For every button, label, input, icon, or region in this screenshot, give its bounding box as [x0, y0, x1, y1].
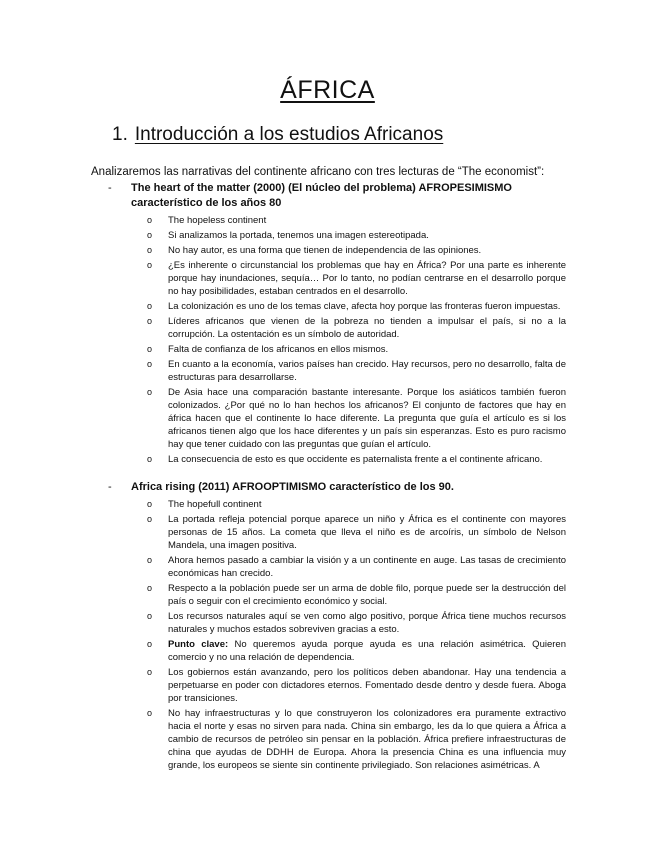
section-1-title-text: The heart of the matter (2000) (El núcleo del problema) AFROPESIMISMO característico de los años 80: [131, 182, 512, 209]
section-2-title: [0, 480, 571, 495]
list-item: o No hay autor, es una forma que tienen de independencia de las opiniones.: [147, 245, 482, 256]
circle-bullet-icon: o: [147, 639, 153, 649]
list-item: o Punto clave: No queremos ayuda porque ayuda es una relación asimétrica. Quieren comercio y no una relación de dependencia.: [147, 639, 566, 663]
circle-bullet-icon: o: [147, 555, 153, 565]
dash-bullet: -: [108, 481, 112, 493]
circle-bullet-icon: o: [147, 359, 153, 369]
list-item: o Líderes africanos que vienen de la pobreza no tienden a impulsar el país, si no a la corrupción. La ostentación es un símbolo de autoridad.: [147, 316, 566, 340]
list-item: o Ahora hemos pasado a cambiar la visión y a un continente en auge. Las tasas de crecimiento económicas han crecido.: [147, 555, 566, 579]
list-item: o Los gobiernos están avanzando, pero los políticos deben abandonar. Hay una tendencia a perpetuarse en poder con dictadores eternos. Fomentado desde dentro y desde fuera. Aboga por transiciones.: [147, 667, 566, 704]
circle-bullet-icon: o: [147, 454, 153, 464]
list-item: o Respecto a la población puede ser un arma de doble filo, porque puede ser la destrucción del país o seguir con el crecimiento económico y social.: [147, 583, 566, 607]
dash-bullet: -: [108, 182, 112, 194]
circle-bullet-icon: o: [147, 260, 153, 270]
section-heading: [112, 124, 443, 146]
circle-bullet-icon: o: [147, 245, 153, 255]
circle-bullet-icon: o: [147, 611, 153, 621]
list-item: o The hopeless continent: [147, 215, 267, 226]
list-item: o Si analizamos la portada, tenemos una imagen estereotipada.: [147, 230, 429, 241]
section-2-list: [0, 498, 655, 772]
circle-bullet-icon: o: [147, 301, 153, 311]
section-afrooptimismo: [0, 480, 655, 772]
section-afropesimismo: [0, 181, 655, 466]
list-item: o La colonización es uno de los temas clave, afecta hoy porque las fronteras fueron impuestas.: [147, 301, 561, 312]
section-1-list: [0, 214, 655, 466]
list-item: o ¿Es inherente o circunstancial los problemas que hay en África? Por una parte es inherente porque hay inundaciones, sequía… Por lo tanto, no podían centrarse en el desarrollo porque no hay posibilidades, estaban centrados en el desarrollo.: [147, 260, 566, 297]
circle-bullet-icon: o: [147, 708, 153, 718]
circle-bullet-icon: o: [147, 499, 153, 509]
heading-number: 1.: [112, 124, 128, 145]
list-item: o The hopefull continent: [147, 499, 262, 510]
section-2-title-text: Africa rising (2011) AFROOPTIMISMO característico de los 90.: [131, 481, 454, 493]
list-item: o No hay infraestructuras y lo que construyeron los colonizadores era puramente extractivo hacia el norte y esas no sirven para nada. China sin embargo, les da lo que quiera a África a cambio de recursos de petróleo sin pensar en la población. África prefiere infraestructuras de china que ayudas de DDHH de Europa. Ahora la presencia China es una influencia muy grande, los europeos se siente sin continente privilegiado. Son relaciones asimétricas. A: [147, 708, 566, 771]
page-title: ÁFRICA: [280, 76, 375, 104]
list-item: o En cuanto a la economía, varios países han crecido. Hay recursos, pero no desarrollo, falta de estructuras para desarrollarse.: [147, 359, 566, 383]
section-1-title: [0, 181, 571, 211]
circle-bullet-icon: o: [147, 344, 153, 354]
circle-bullet-icon: o: [147, 667, 153, 677]
list-item: o La consecuencia de esto es que occidente es paternalista frente a el continente africano.: [147, 454, 543, 465]
list-item: o De Asia hace una comparación bastante interesante. Porque los asiáticos también fueron colonizados. ¿Por qué no lo han hechos los africanos? El conjunto de factores que hay en áfrica hacen que el continente lo hace diferente. La pregunta que guía el artículo es si los africanos tienen algo que los hace diferentes y un país sin esperanzas. Esto es puro racismo hay que tener cuidado con las preguntas que guían el artículo.: [147, 387, 566, 450]
heading-text: Introducción a los estudios Africanos: [134, 124, 444, 145]
list-item: o Los recursos naturales aquí se ven como algo positivo, porque África tiene muchos recursos naturales y muchos estados sobreviven gracias a esto.: [147, 611, 566, 635]
circle-bullet-icon: o: [147, 583, 153, 593]
circle-bullet-icon: o: [147, 230, 153, 240]
circle-bullet-icon: o: [147, 514, 153, 524]
intro-paragraph: Analizaremos las narrativas del continente africano con tres lecturas de “The economist”:: [91, 166, 545, 178]
list-item: o La portada refleja potencial porque aparece un niño y África es el continente con mayores personas de 15 años. La cometa que lleva el niño es de arcoíris, un símbolo de Nelson Mandela, una imagen positiva.: [147, 514, 566, 551]
circle-bullet-icon: o: [147, 387, 153, 397]
circle-bullet-icon: o: [147, 215, 153, 225]
key-point-label: Punto clave:: [168, 639, 229, 650]
list-item: o Falta de confianza de los africanos en ellos mismos.: [147, 344, 389, 355]
circle-bullet-icon: o: [147, 316, 153, 326]
